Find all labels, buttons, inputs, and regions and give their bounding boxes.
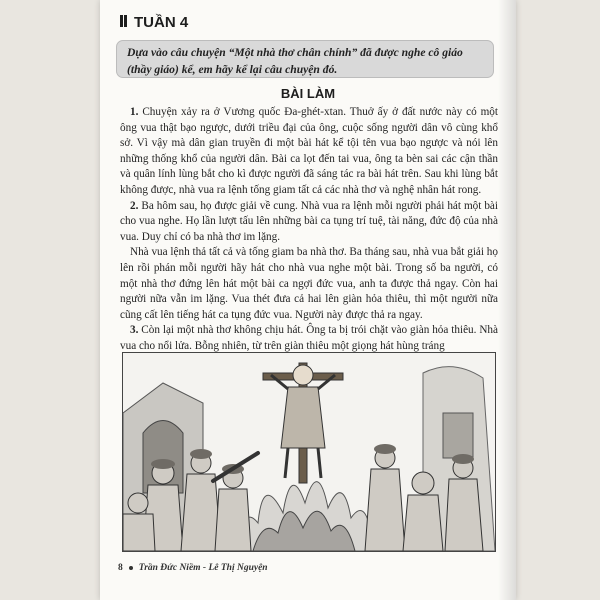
section-title: BÀI LÀM [280, 86, 336, 101]
assignment-prompt-text: Dựa vào câu chuyện “Một nhà thơ chân chính” đã được nghe cô giáo (thầy giáo) kể, em hãy kể lại câu chuyện đó. [127, 46, 463, 76]
week-label: TUẦN 4 [134, 14, 189, 31]
bullet-icon [129, 566, 133, 570]
page-footer [118, 563, 268, 573]
book-page [100, 0, 516, 600]
burning-poet-illustration [122, 352, 496, 552]
week-header [120, 14, 188, 31]
illustration-drawing [123, 353, 495, 551]
paragraph-2b: Nhà vua lệnh thả tất cả và tống giam ba nhà thơ. Ba tháng sau, nhà vua bắt giải họ lên rồi phán mỗi người hãy hát cho nhà vua nghe một bài. Trong số ba người, có một nhà thơ đứng lên hát một bài ca ngợi đức vua, anh ta được thả ngay. Còn hai người nữa vẫn im lặng. Vua thét đưa cả hai lên giàn hỏa thiêu, thì một người nữa cũng cất lên tiếng hát ca tụng đức vua. Người này được thả ra ngay. [120, 246, 498, 321]
week-marker-icon [120, 14, 128, 31]
page-fold-shadow [498, 0, 516, 600]
assignment-prompt [116, 40, 494, 78]
page-number: 8 [118, 563, 123, 573]
paragraph-3: 3. Còn lại một nhà thơ không chịu hát. Ông ta bị trói chặt vào giàn hỏa thiêu. Nhà vua cho nổi lửa. Bỗng nhiên, từ trên giàn thiêu một giọng hát hùng tráng [120, 324, 498, 352]
essay-body [120, 105, 498, 355]
book-authors: Trần Đức Niềm - Lê Thị Nguyện [138, 563, 268, 573]
paragraph-2: 2. Ba hôm sau, họ được giải về cung. Nhà vua ra lệnh mỗi người phải hát một bài cho vua nghe. Họ lần lượt tấu lên những bài ca tụng trí tuệ, tài năng, đức độ của nhà vua. Duy chỉ có ba nhà thơ im lặng. [120, 199, 499, 243]
paragraph-1: 1. Chuyện xảy ra ở Vương quốc Đa-ghét-xtan. Thuở ấy ở đất nước này có một ông vua thật bạo ngược, dưới triều đại của ông, cuộc sống người dân vô cùng khổ sở. Vì vậy mà dân gian truyền đi một bài hát kể tội tên vua bạo ngược và nói lên những thống khổ của người dân. Bài ca lọt đến tai vua, ông ta bèn sai các cận thần và quân lính lùng bắt cho kì được người đã sáng tác ra bài hát trên. Sau khi lùng bắt không được, nhà vua ra lệnh tống giam tất cả các nhà thơ và nghệ nhân hát rong. [120, 106, 499, 196]
